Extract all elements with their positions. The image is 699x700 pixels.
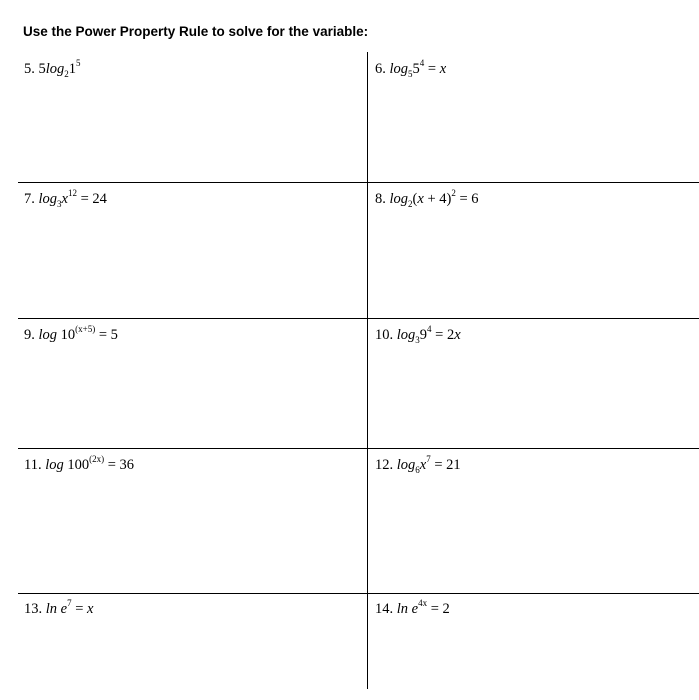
problem-expression <box>396 454 461 475</box>
superscript: 7 <box>426 454 431 464</box>
row-divider <box>18 182 699 183</box>
math-text: x <box>61 191 68 207</box>
problem-number: 5. <box>24 61 35 77</box>
row-divider <box>18 448 699 449</box>
math-text: 100 <box>63 457 90 473</box>
math-text: log <box>45 457 64 473</box>
math-text: 1 <box>68 61 77 77</box>
problem-expression <box>396 324 461 345</box>
math-text: x <box>87 601 94 617</box>
math-text: ln e <box>45 601 68 617</box>
problem-number: 6. <box>375 61 386 77</box>
problem-5 <box>24 58 81 79</box>
problem-14 <box>375 598 450 617</box>
problem-number: 8. <box>375 191 386 207</box>
math-text: 10 <box>57 327 76 343</box>
math-text: ( <box>412 191 418 207</box>
math-text: = 2 <box>431 327 455 343</box>
math-text: log <box>396 327 416 343</box>
math-text: = 21 <box>430 457 461 473</box>
problem-expression <box>389 188 479 209</box>
column-divider <box>367 52 368 689</box>
problem-13 <box>24 598 94 617</box>
problem-7 <box>24 188 107 209</box>
worksheet-title: Use the Power Property Rule to solve for the variable: <box>23 24 369 39</box>
problem-number: 12. <box>375 457 394 473</box>
problem-expression <box>38 324 118 343</box>
superscript: 7 <box>67 598 72 608</box>
math-text: = 6 <box>455 191 479 207</box>
row-divider <box>18 318 699 319</box>
problem-number: 11. <box>24 457 42 473</box>
problem-expression <box>45 454 135 473</box>
math-text: = <box>424 61 440 77</box>
problem-6 <box>375 58 447 79</box>
math-text: log <box>396 457 416 473</box>
math-text: = 24 <box>76 191 107 207</box>
superscript: 2 <box>451 188 456 198</box>
superscript: (x+5) <box>75 324 96 334</box>
row-divider <box>18 593 699 594</box>
math-text: = 5 <box>95 327 118 343</box>
superscript: 5 <box>76 58 81 68</box>
subscript: 3 <box>415 335 420 345</box>
math-text: x <box>439 61 447 77</box>
subscript: 2 <box>408 199 413 209</box>
math-text: = 36 <box>104 457 135 473</box>
math-text: 9 <box>419 327 428 343</box>
math-text: log <box>38 327 58 343</box>
math-text: 5 <box>412 61 420 77</box>
problem-expression <box>389 58 447 79</box>
problem-number: 13. <box>24 601 43 617</box>
superscript: 12 <box>67 188 77 198</box>
math-text: ln e <box>396 601 419 617</box>
problem-number: 14. <box>375 601 394 617</box>
math-text: = 2 <box>427 601 450 617</box>
problem-expression <box>45 598 94 617</box>
problem-number: 9. <box>24 327 35 343</box>
subscript: 3 <box>57 199 62 209</box>
math-text: + 4) <box>423 191 452 207</box>
math-text: log <box>389 191 409 207</box>
problem-number: 7. <box>24 191 35 207</box>
problem-expression <box>38 188 107 209</box>
subscript: 5 <box>408 69 413 79</box>
superscript: (2x) <box>89 454 105 464</box>
problem-9 <box>24 324 118 343</box>
superscript: 4 <box>427 324 432 334</box>
superscript: 4x <box>418 598 428 608</box>
math-text: x <box>454 327 461 343</box>
math-text: = <box>71 601 88 617</box>
problem-11 <box>24 454 135 473</box>
problem-number: 10. <box>375 327 394 343</box>
math-text: 5 <box>38 61 46 77</box>
problem-expression <box>38 58 81 79</box>
math-text: x <box>417 191 424 207</box>
math-text: x <box>419 457 427 473</box>
math-text: log <box>389 61 409 77</box>
problem-expression <box>396 598 450 617</box>
subscript: 2 <box>64 69 69 79</box>
problem-8 <box>375 188 479 209</box>
superscript: 4 <box>419 58 425 68</box>
problem-12 <box>375 454 461 475</box>
subscript: 6 <box>415 465 420 475</box>
problem-10 <box>375 324 461 345</box>
math-text: log <box>45 61 65 77</box>
math-text: log <box>38 191 58 207</box>
